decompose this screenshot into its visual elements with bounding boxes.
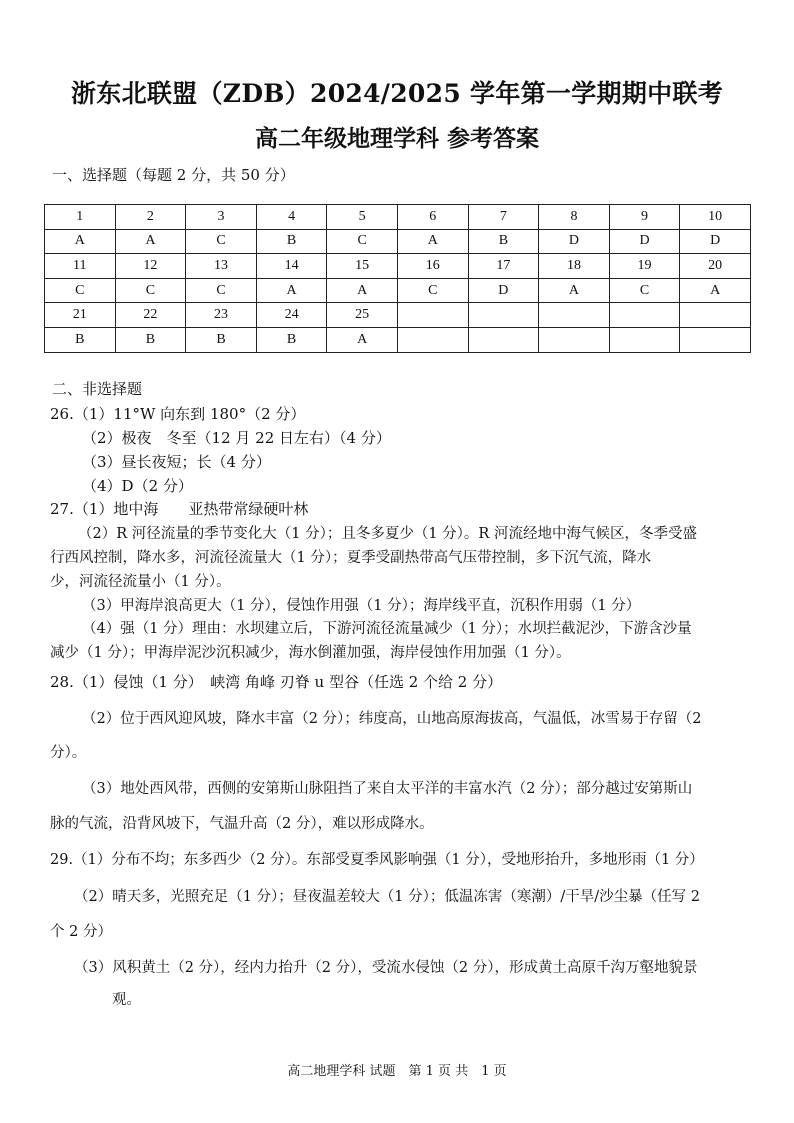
q29-part1: 29.（1）分布不均；东多西少（2 分）。东部受夏季风影响强（1 分），受地形抬升，多地形雨（1 分） xyxy=(50,852,704,868)
section1-heading: 一、选择题（每题 2 分，共 50 分） xyxy=(52,166,295,184)
section2-heading: 二、非选择题 xyxy=(52,380,143,398)
answer-cell: B xyxy=(115,327,186,352)
q26-part2: （2）极夜 冬至（12 月 22 日左右）（4 分） xyxy=(82,429,391,447)
answer-cell: A xyxy=(327,327,398,352)
answer-cell xyxy=(609,327,680,352)
question-number-cell xyxy=(468,303,539,328)
answer-cell: A xyxy=(327,278,398,303)
answer-cell: A xyxy=(680,278,751,303)
q28-part1: 28.（1）侵蚀（1 分） 峡湾 角峰 刃脊 u 型谷（任选 2 个给 2 分） xyxy=(50,673,503,691)
question-number-cell: 18 xyxy=(539,254,610,279)
answer-table-row xyxy=(45,254,751,279)
answer-cell: B xyxy=(186,327,257,352)
answer-cell: B xyxy=(468,229,539,254)
question-number-cell: 7 xyxy=(468,205,539,230)
q28-part3-line2: 脉的气流，沿背风坡下，气温升高（2 分），难以形成降水。 xyxy=(50,816,434,832)
answer-cell: C xyxy=(397,278,468,303)
question-number-cell: 22 xyxy=(115,303,186,328)
answer-table-row xyxy=(45,229,751,254)
question-number-cell: 15 xyxy=(327,254,398,279)
q28-part3-line1: （3）地处西风带，西侧的安第斯山脉阻挡了来自太平洋的丰富水汽（2 分）；部分越过安第斯山 xyxy=(82,781,693,797)
answer-table-row xyxy=(45,327,751,352)
question-number-cell: 21 xyxy=(45,303,116,328)
answer-cell: B xyxy=(256,229,327,254)
answer-cell: A xyxy=(539,278,610,303)
question-number-cell: 2 xyxy=(115,205,186,230)
question-number-cell xyxy=(397,303,468,328)
answer-cell: C xyxy=(186,278,257,303)
answer-table-row xyxy=(45,205,751,230)
question-number-cell: 13 xyxy=(186,254,257,279)
question-number-cell: 17 xyxy=(468,254,539,279)
q29-part2-line1: （2）晴天多，光照充足（1 分）；昼夜温差较大（1 分）；低温冻害（寒潮）/干旱/沙尘暴（任写 2 xyxy=(74,889,700,905)
question-number-cell xyxy=(609,303,680,328)
question-number-cell: 12 xyxy=(115,254,186,279)
answer-cell: B xyxy=(256,327,327,352)
q26-part4: （4）D（2 分） xyxy=(82,477,193,495)
document-subtitle: 高二年级地理学科 参考答案 xyxy=(254,125,539,152)
question-number-cell: 10 xyxy=(680,205,751,230)
q27-part4-line2: 减少（1 分）；甲海岸泥沙沉积减少，海水倒灌加强，海岸侵蚀作用加强（1 分）。 xyxy=(50,645,571,661)
q27-part2-line1: （2）R 河径流量的季节变化大（1 分）；且冬多夏少（1 分）。R 河流经地中海气候区，冬季受盛 xyxy=(78,526,697,542)
q29-part2-line2: 个 2 分） xyxy=(50,924,112,940)
q27-part3: （3）甲海岸浪高更大（1 分），侵蚀作用强（1 分）；海岸线平直，沉积作用弱（1 分） xyxy=(82,598,641,614)
page-footer: 高二地理学科 试题 第 1 页 共 1 页 xyxy=(287,1064,507,1079)
question-number-cell: 8 xyxy=(539,205,610,230)
answer-cell: D xyxy=(539,229,610,254)
question-number-cell: 25 xyxy=(327,303,398,328)
q27-part2-line3: 少，河流径流量小（1 分）。 xyxy=(50,574,231,590)
question-number-cell: 24 xyxy=(256,303,327,328)
question-number-cell: 19 xyxy=(609,254,680,279)
question-number-cell: 1 xyxy=(45,205,116,230)
q29-part3-line1: （3）风积黄土（2 分），经内力抬升（2 分），受流水侵蚀（2 分），形成黄土高原千沟万壑地貌景 xyxy=(74,960,698,976)
document-title: 浙东北联盟（ZDB）2024/2025 学年第一学期期中联考 xyxy=(70,79,724,108)
question-number-cell: 4 xyxy=(256,205,327,230)
q27-part1: 27.（1）地中海 亚热带常绿硬叶林 xyxy=(50,500,309,518)
answer-cell: D xyxy=(680,229,751,254)
answer-cell: A xyxy=(45,229,116,254)
question-number-cell: 14 xyxy=(256,254,327,279)
answer-cell: D xyxy=(609,229,680,254)
answer-cell: C xyxy=(327,229,398,254)
answer-cell: A xyxy=(115,229,186,254)
question-number-cell: 23 xyxy=(186,303,257,328)
answer-table xyxy=(44,204,751,353)
answer-cell: C xyxy=(609,278,680,303)
question-number-cell: 11 xyxy=(45,254,116,279)
answer-table-row xyxy=(45,303,751,328)
answer-table-row xyxy=(45,278,751,303)
question-number-cell: 20 xyxy=(680,254,751,279)
question-number-cell: 6 xyxy=(397,205,468,230)
answer-cell: D xyxy=(468,278,539,303)
q27-part4-line1: （4）强（1 分）理由：水坝建立后，下游河流径流量减少（1 分）；水坝拦截泥沙，下游含沙量 xyxy=(82,621,692,637)
q28-part2-line2: 分）。 xyxy=(50,745,87,761)
answer-cell: A xyxy=(397,229,468,254)
q29-part3-line2: 观。 xyxy=(112,992,141,1008)
question-number-cell: 3 xyxy=(186,205,257,230)
q26-part3: （3）昼长夜短；长（4 分） xyxy=(82,453,271,471)
answer-cell: C xyxy=(45,278,116,303)
answer-cell xyxy=(468,327,539,352)
answer-cell: B xyxy=(45,327,116,352)
answer-cell xyxy=(539,327,610,352)
question-number-cell xyxy=(680,303,751,328)
answer-cell xyxy=(680,327,751,352)
answer-cell: A xyxy=(256,278,327,303)
q26-part1: 26.（1）11°W 向东到 180°（2 分） xyxy=(50,405,306,423)
question-number-cell: 5 xyxy=(327,205,398,230)
question-number-cell: 9 xyxy=(609,205,680,230)
q27-part2-line2: 行西风控制，降水多，河流径流量大（1 分）；夏季受副热带高气压带控制，多下沉气流，降水 xyxy=(50,550,652,566)
question-number-cell xyxy=(539,303,610,328)
answer-cell: C xyxy=(115,278,186,303)
answer-cell xyxy=(397,327,468,352)
answer-cell: C xyxy=(186,229,257,254)
question-number-cell: 16 xyxy=(397,254,468,279)
q28-part2-line1: （2）位于西风迎风坡，降水丰富（2 分）；纬度高，山地高原海拔高，气温低，冰雪易于存留（2 xyxy=(82,711,702,727)
